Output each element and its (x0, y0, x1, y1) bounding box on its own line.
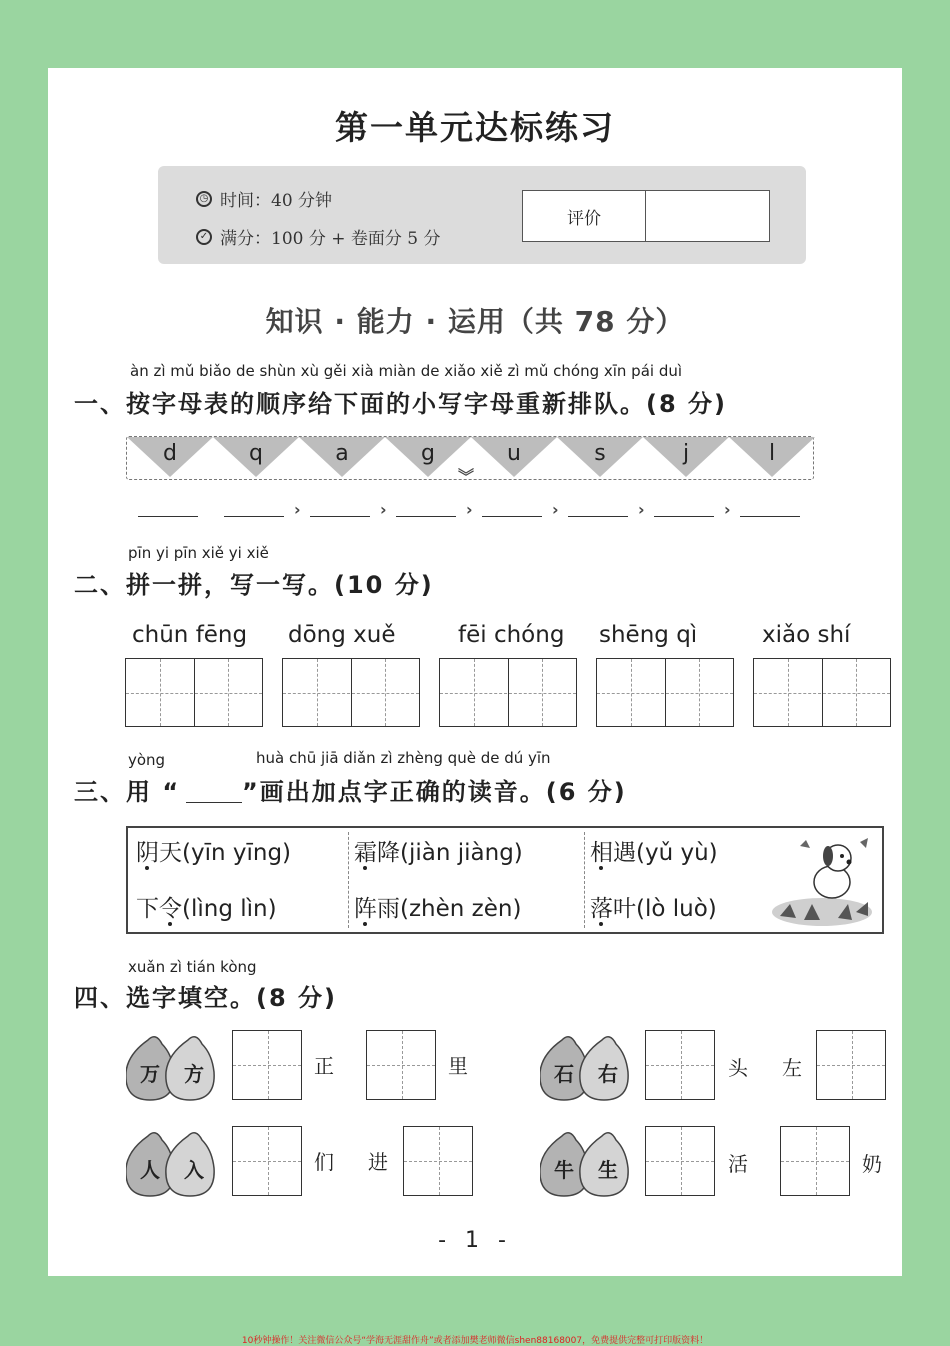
time-label: 时间：40 分钟 (220, 191, 333, 211)
q3-text-end: ”画出加点字正确的读音。(6 分) (242, 778, 627, 806)
pinyin-word: dōng xuě (288, 622, 396, 648)
arrow-icon: › (724, 500, 731, 519)
pear-char: 方 (184, 1062, 204, 1086)
arrow-icon: › (552, 500, 559, 519)
answer-blank[interactable] (654, 516, 714, 517)
answer-blank[interactable] (138, 516, 198, 517)
emphasis-dot (145, 866, 149, 870)
pinyin-word: xiǎo shí (762, 622, 851, 648)
letter-tile (729, 437, 815, 477)
writing-grid[interactable] (596, 658, 734, 727)
pear-char: 人 (140, 1158, 160, 1182)
reading-choice[interactable]: 阵雨(zhèn zèn) (354, 896, 522, 922)
q2-text: 二、拼一拼，写一写。(10 分) (74, 571, 434, 599)
writing-grid[interactable] (439, 658, 577, 727)
pear-choice (540, 1032, 636, 1102)
pinyin-word: shēng qì (599, 622, 698, 648)
score-line (196, 224, 441, 249)
word-char: 活 (728, 1152, 748, 1176)
pear-char: 牛 (554, 1158, 574, 1182)
letter: g (421, 441, 435, 466)
worksheet-page (48, 68, 902, 1276)
reading-choice-box (126, 826, 884, 934)
writing-box[interactable] (403, 1126, 473, 1196)
answer-blank[interactable] (224, 516, 284, 517)
page-title: 第一单元达标练习 (335, 108, 615, 147)
reading-choice[interactable]: 阴天(yīn yīng) (136, 840, 292, 866)
evaluation-field[interactable] (646, 191, 769, 241)
answer-blank[interactable] (482, 516, 542, 517)
q4-pinyin: xuǎn zì tián kòng (128, 958, 257, 976)
word-char: 正 (314, 1054, 334, 1078)
writing-box[interactable] (645, 1030, 715, 1100)
letter-tile (213, 437, 299, 477)
q3-pinyin: huà chū jiā diǎn zì zhèng què de dú yīn (256, 749, 551, 767)
section-heading: 知识 · 能力 · 运用（共 78 分） (265, 305, 685, 338)
emphasis-dot (599, 922, 603, 926)
emphasis-dot (168, 922, 172, 926)
score-label: 满分：100 分 + 卷面分 5 分 (220, 229, 441, 249)
word-char: 头 (728, 1056, 748, 1080)
footer-notice: 10秒钟操作！关注微信公众号“学海无涯甜作舟”或者添加樊老师微信shen88168007，免费提供完整可打印版资料！ (241, 1336, 709, 1346)
emphasis-dot (599, 866, 603, 870)
letter-tile (299, 437, 385, 477)
reading-choice[interactable]: 下令(lìng lìn) (136, 896, 277, 922)
letter: q (249, 441, 263, 466)
reading-choice[interactable]: 霜降(jiàn jiàng) (354, 840, 523, 866)
pinyin-word: fēi chóng (458, 622, 565, 648)
arrow-icon: › (380, 500, 387, 519)
pear-char: 石 (554, 1062, 574, 1086)
answer-blank[interactable] (568, 516, 628, 517)
time-line (196, 186, 332, 211)
writing-box[interactable] (645, 1126, 715, 1196)
writing-box[interactable] (232, 1126, 302, 1196)
letter: a (335, 441, 349, 466)
writing-box[interactable] (780, 1126, 850, 1196)
answer-blank[interactable] (396, 516, 456, 517)
q3-example-line (186, 802, 242, 803)
pinyin-word: chūn fēng (132, 622, 248, 648)
emphasis-dot (363, 866, 367, 870)
word-char: 奶 (862, 1152, 882, 1176)
arrow-icon: › (294, 500, 301, 519)
q3-text-start: 三、用 “ (74, 778, 181, 806)
letter-tile (127, 437, 213, 477)
pear-choice (540, 1128, 636, 1198)
letter: u (507, 441, 521, 466)
writing-box[interactable] (232, 1030, 302, 1100)
pear-char: 万 (140, 1062, 160, 1086)
evaluation-label: 评价 (523, 191, 646, 241)
puppy-leaves-illustration (760, 832, 880, 930)
letter-tile (471, 437, 557, 477)
clock-icon: ◷ (196, 191, 212, 207)
info-box (158, 166, 806, 264)
reading-choice[interactable]: 相遇(yǔ yù) (590, 840, 718, 866)
pear-char: 入 (184, 1158, 204, 1182)
writing-grid[interactable] (753, 658, 891, 727)
q3-pinyin-yong: yòng (128, 751, 166, 769)
pear-char: 右 (598, 1062, 618, 1086)
q2-pinyin: pīn yi pīn xiě yi xiě (128, 544, 269, 562)
writing-box[interactable] (816, 1030, 886, 1100)
answer-blank[interactable] (310, 516, 370, 517)
page-number: - 1 - (438, 1228, 512, 1253)
reading-choice[interactable]: 落叶(lò luò) (590, 896, 717, 922)
emphasis-dot (363, 922, 367, 926)
evaluation-box (522, 190, 770, 242)
q1-pinyin: àn zì mǔ biǎo de shùn xù gěi xià miàn de xiǎo xiě zì mǔ chóng xīn pái duì (130, 362, 683, 380)
pear-choice (126, 1032, 222, 1102)
letter-tile (557, 437, 643, 477)
writing-grid[interactable] (282, 658, 420, 727)
q4-text: 四、选字填空。(8 分) (74, 984, 337, 1012)
letter-tile (643, 437, 729, 477)
word-char: 左 (782, 1056, 802, 1080)
word-char: 进 (368, 1150, 388, 1174)
chevron-down-icon: ︾ (458, 467, 475, 486)
word-char: 里 (448, 1054, 468, 1078)
letter: s (594, 441, 606, 466)
answer-blank[interactable] (740, 516, 800, 517)
letter: d (163, 441, 177, 466)
writing-grid[interactable] (125, 658, 263, 727)
letter: l (768, 441, 776, 466)
word-char: 们 (314, 1150, 334, 1174)
letter: j (682, 441, 690, 466)
pear-choice (126, 1128, 222, 1198)
q1-text: 一、按字母表的顺序给下面的小写字母重新排队。(8 分) (74, 390, 727, 418)
arrow-icon: › (466, 500, 473, 519)
check-icon: ✓ (196, 229, 212, 245)
writing-box[interactable] (366, 1030, 436, 1100)
pear-char: 生 (598, 1158, 618, 1182)
arrow-icon: › (638, 500, 645, 519)
